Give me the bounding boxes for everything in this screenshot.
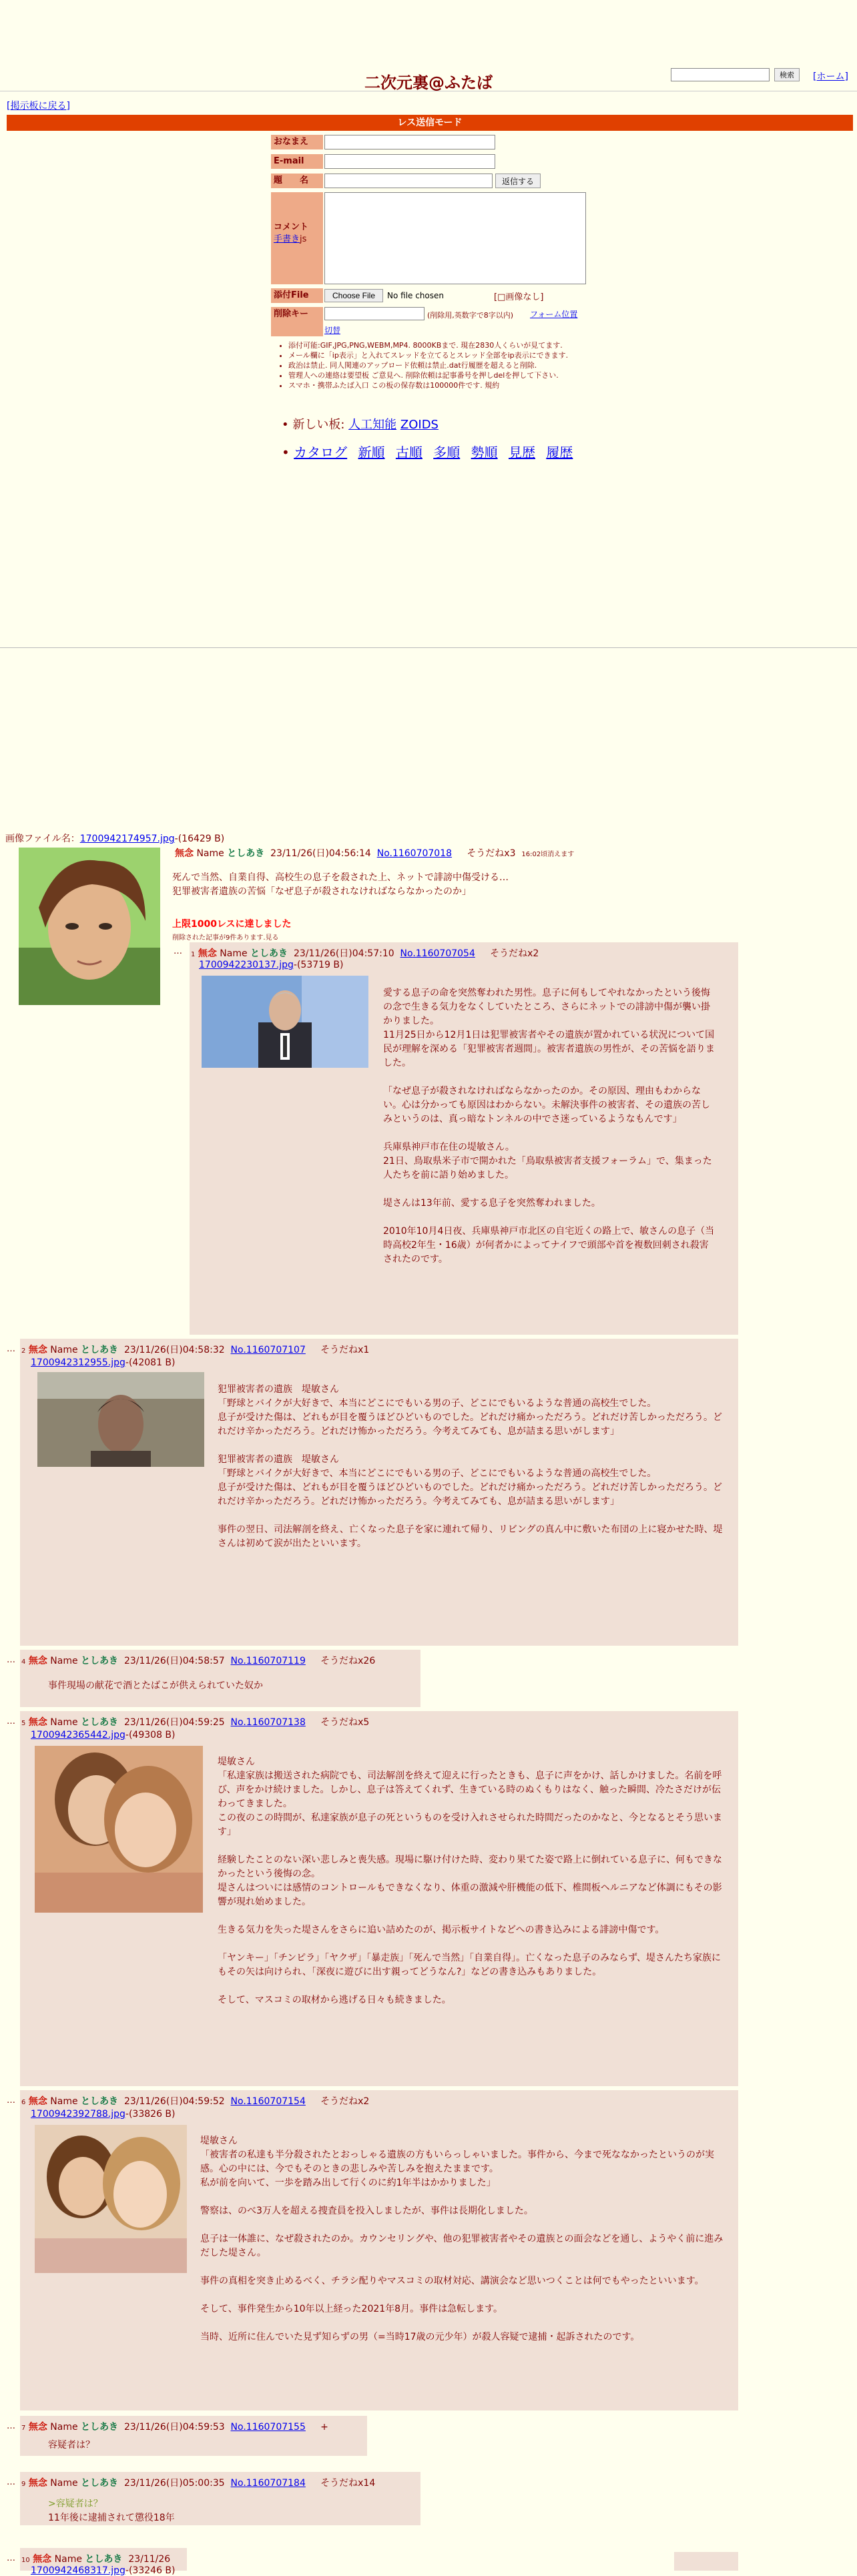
reply-body-line: 11月25日から12月1日は犯罪被害者やその遺族が置かれている状況について国民が理解を深める「犯罪被害者週間」。被害者遺族の男性が、その苦悩を語りました。 [383, 1030, 715, 1068]
name-field[interactable] [324, 135, 495, 149]
reply-index: 2 [21, 1347, 26, 1355]
reply-body [48, 2439, 95, 2453]
reply-file-link[interactable]: 1700942230137.jpg [199, 960, 294, 970]
reply-name-label: Name [220, 948, 248, 959]
reply-subject: 無念 [28, 1656, 47, 1666]
delkey-label: 削除キー [271, 307, 323, 336]
reply-file-link[interactable]: 1700942468317.jpg [31, 2565, 125, 2576]
sort-old-link[interactable]: 古順 [395, 444, 422, 460]
reply-meta [21, 2552, 170, 2565]
section-divider [0, 647, 857, 648]
reply-post [20, 1650, 420, 1707]
reply-file-line [199, 960, 344, 970]
reply-marker: … [7, 1716, 15, 1726]
reply-body-line: 「野球とバイクが大好きで、本当にどこにでもいる男の子、どこにでもいるような普通の高校生でした。 [218, 1398, 657, 1409]
op-file-link[interactable]: 1700942174957.jpg [79, 834, 175, 844]
reply-body-line: 愛する息子の命を突然奪われた男性。息子に何もしてやれなかったという後悔の念で生きる気力をなくしていたところ、さらにネットでの誹謗中傷が襲い掛かりました。 [383, 988, 710, 1026]
reply-body-line: 息子が受けた傷は、どれもが目を覆うほどひどいものでした。どれだけ痛かっただろう。どれだけ苦しかっただろう。どれだけ辛かっただろう。どれだけ怖かっただろう。今考えてみても、息が詰まる思いがします」 [218, 1412, 722, 1437]
reply-body-line: 「被害者の私達も半分殺されたとおっしゃる遺族の方もいらっしゃいました。事件から、今まで死ななかったというのが実感。心の中には、今でもそのときの悲しみや苦しみを抱えたままです。 [200, 2150, 714, 2174]
reply-name-label: Name [50, 2422, 78, 2433]
view-history-link[interactable]: 見歴 [508, 444, 535, 460]
reply-index: 5 [21, 1720, 26, 1727]
reply-post [20, 2090, 738, 2410]
op-body-line: 死んで当然、自業自得、高校生の息子を殺された上、ネットで誹謗中傷受ける… [172, 872, 509, 883]
email-field[interactable] [324, 154, 495, 169]
reply-body-line: 犯罪被害者の遺族 堤敏さん [218, 1384, 339, 1395]
new-boards: • 新しい板: 人工知能 ZOIDS [282, 418, 439, 432]
reply-marker: … [7, 2553, 15, 2563]
reply-subject: 無念 [28, 2478, 47, 2489]
reply-meta [191, 946, 539, 960]
reply-body [218, 1383, 725, 1551]
reply-number-link[interactable]: No.1160707184 [230, 2478, 306, 2489]
reply-subject: 無念 [28, 1345, 47, 1355]
reply-datetime: 23/11/26(日)04:58:57 [123, 1656, 225, 1666]
reply-meta [21, 1654, 375, 1667]
reply-body-line: この夜のこの時間が、私達家族が息子の死というものを受け入れさせられた時間だったのかなと、今となるとそう思います」 [218, 1813, 722, 1837]
reply-name: としあき [81, 2096, 119, 2107]
reply-meta [21, 2476, 375, 2489]
reply-soudane[interactable]: そうだねx1 [320, 1345, 370, 1355]
reply-file-line [31, 2565, 176, 2576]
reply-body-line: 事件の真相を突き止めるべく、チラシ配りやマスコミの取材対応、講演会など思いつくことは何でもやったといいます。 [200, 2276, 704, 2286]
note-item: • スマホ・携帯ふたば入口 この板の保存数は100000件です. 規約 [288, 380, 606, 390]
reply-mode-bar: レス送信モード [7, 115, 853, 131]
reply-soudane[interactable]: そうだねx5 [320, 1717, 370, 1728]
choose-file-button[interactable]: Choose File [324, 289, 383, 302]
reply-name-label: Name [50, 1717, 78, 1728]
catalog-nav: • カタログ 新順 古順 多順 勢順 見歴 履歴 [282, 444, 573, 460]
no-file-text: No file chosen [387, 291, 445, 300]
reply-datetime: 23/11/26(日)04:57:10 [293, 948, 394, 959]
submit-reply-button[interactable]: 返信する [495, 174, 541, 188]
subject-field[interactable] [324, 174, 493, 188]
reply-name-label: Name [50, 1345, 78, 1355]
reply-file-size: -(53719 B) [293, 960, 344, 970]
reply-body-line: 息子は一体誰に、なぜ殺されたのか。カウンセリングや、他の犯罪被害者やその遺族との面会などを通し、ようやく前に進みだした堤さん。 [200, 2234, 724, 2258]
search-button[interactable]: 検索 [774, 68, 800, 81]
reply-body-line: そして、マスコミの取材から逃げる日々も続きました。 [218, 1995, 451, 2005]
reply-number-link[interactable]: No.1160707155 [230, 2422, 306, 2433]
reply-marker: … [7, 1655, 15, 1665]
reply-subject: 無念 [28, 2422, 47, 2433]
reply-name: としあき [81, 1345, 119, 1355]
reply-soudane[interactable]: そうだねx2 [320, 2096, 370, 2107]
reply-body-line: 事件の翌日、司法解剖を終え、亡くなった息子を家に連れて帰り、リビングの真ん中に敷いた布団の上に寝かせた時、堤さんは初めて涙が出たといいます。 [218, 1524, 723, 1549]
handwrite-link[interactable]: 手書き [274, 234, 300, 244]
reply-name: としあき [81, 2422, 119, 2433]
reply-subject: 無念 [28, 2096, 47, 2107]
reply-number-link[interactable]: No.1160707107 [230, 1345, 306, 1355]
op-subject: 無念 [175, 848, 194, 859]
reply-body-line: 堤さんはついには感情のコントロールもできなくなり、体重の激減や肝機能の低下、椎間板ヘルニアなど体調にもその影響が現れ始めました。 [218, 1883, 722, 1907]
reply-post [190, 942, 738, 1335]
reply-index: 7 [21, 2425, 26, 2432]
note-item: • 政治は禁止. 同人関連のアップロード依頼は禁止.dat行履歴を超えると削除. [288, 360, 606, 370]
sort-many-link[interactable]: 多順 [433, 444, 461, 460]
reply-body-line: 堤さんは13年前、愛する息子を突然奪われました。 [383, 1198, 601, 1209]
reply-name-label: Name [54, 2554, 82, 2565]
new-boards-label: 新しい板: [292, 418, 345, 432]
reply-name: としあき [81, 1717, 119, 1728]
op-file-line [5, 832, 224, 845]
reply-name-label: Name [50, 2478, 78, 2489]
reply-meta [21, 2094, 369, 2108]
reply-meta [21, 1715, 369, 1728]
reply-number-link[interactable]: No.1160707054 [400, 948, 475, 959]
no-image-checkbox[interactable]: [□画像なし] [494, 292, 544, 302]
op-name: としあき [227, 848, 265, 859]
delkey-field[interactable] [324, 307, 424, 320]
reply-number-link[interactable]: No.1160707138 [230, 1717, 306, 1728]
reply-thumbnail[interactable] [37, 1372, 204, 1467]
comment-label: コメント [274, 222, 309, 232]
catalog-link[interactable]: カタログ [294, 444, 348, 460]
delkey-note: (削除用,英数字で8字以内) [427, 311, 514, 320]
reply-file-size: -(33246 B) [125, 2565, 176, 2576]
reply-thumbnail[interactable] [35, 1746, 203, 1913]
reply-file-size: -(33826 B) [125, 2109, 176, 2120]
note-item: • 添付可能:GIF,JPG,PNG,WEBM,MP4. 8000KBまで. 現在2830人くらいが見てます. [288, 340, 606, 350]
reply-name-label: Name [50, 1656, 78, 1666]
reply-quote: >容疑者は？ [48, 2499, 103, 2509]
email-label: E-mail [271, 154, 323, 169]
reply-datetime: 23/11/26 [128, 2554, 171, 2565]
deleted-notice: 削除された記事が9件あります.見る [172, 934, 279, 942]
reply-datetime: 23/11/26(日)05:00:35 [123, 2478, 225, 2489]
reply-index: 10 [21, 2557, 30, 2564]
reply-thumbnail[interactable] [35, 2125, 187, 2273]
op-meta [175, 846, 574, 860]
reply-body-line: 「なぜ息子が殺されなければならなかったのか。その原因、理由もわからない。心は分かっても原因はわからない。未解決事件の被害者、その遺族の苦しみというのは、真っ暗なトンネルの中でさ迷っているようなもんです」 [383, 1086, 710, 1124]
home-link[interactable]: [ホーム] [813, 71, 848, 82]
handwrite-suffix: js [300, 234, 307, 244]
reply-post [20, 2548, 187, 2576]
reply-post [20, 2472, 420, 2525]
comment-field[interactable] [324, 192, 586, 284]
reply-subject: 無念 [28, 1717, 47, 1728]
reply-soudane[interactable]: そうだねx2 [490, 948, 539, 959]
op-expire: 16:02頃消えます [521, 851, 575, 858]
name-label: おなまえ [271, 135, 323, 149]
reply-marker: … [7, 2096, 15, 2106]
op-name-label: Name [196, 848, 224, 859]
reply-datetime: 23/11/26(日)04:58:32 [123, 1345, 225, 1355]
reply-index: 9 [21, 2481, 26, 2488]
sort-new-link[interactable]: 新順 [358, 444, 385, 460]
reply-datetime: 23/11/26(日)04:59:53 [123, 2422, 225, 2433]
reply-index: 6 [21, 2099, 26, 2106]
reply-body-line: 事件現場の献花で酒とたばこが供えられていた奴か [48, 1680, 263, 1691]
reply-file-line [31, 1357, 176, 1368]
subject-label: 題 名 [271, 174, 323, 188]
history-link[interactable]: 履歴 [546, 444, 573, 460]
reply-thumbnail[interactable] [202, 976, 368, 1068]
reply-body [48, 2497, 175, 2525]
note-item: • 管理人への連絡は要望板 ご意見へ. 削除依頼は記事番号を押しdelを押して下さい. [288, 370, 606, 380]
reply-index: 4 [21, 1658, 26, 1666]
reply-number-link[interactable]: No.1160707154 [230, 2096, 306, 2107]
reply-name: としあき [85, 2554, 123, 2565]
op-body [172, 871, 773, 899]
op-datetime: 23/11/26(日)04:56:14 [270, 848, 371, 859]
reply-body-line: 21日、鳥取県米子市で開かれた「鳥取県被害者支援フォーラム」で、集まった人たちを前に語り始めました。 [383, 1156, 712, 1181]
reply-body-line: そして、事件発生から10年以上経った2021年8月。事件は急転します。 [200, 2304, 503, 2314]
board-link-zoids[interactable]: ZOIDS [400, 418, 439, 432]
reply-file-line [31, 2109, 176, 2120]
reply-body-line: 犯罪被害者の遺族 堤敏さん [218, 1454, 339, 1465]
reply-marker: … [7, 2477, 15, 2487]
op-file-label: 画像ファイル名： [5, 834, 80, 844]
reply-body-line: 「私達家族は搬送された病院でも、司法解剖を終えて迎えに行ったときも、息子に声をかけ、話しかけました。名前を呼び、声をかけ続けました。しかし、息子は答えてくれず、生きている時のぬくもりはなく、触った瞬間、冷たさだけが伝わってきました。 [218, 1770, 722, 1809]
reply-file-line [31, 1730, 176, 1740]
reply-marker: … [174, 946, 182, 956]
reply-body-line: 警察は、のべ3万人を超える捜査員を投入しましたが、事件は長期化しました。 [200, 2206, 533, 2216]
op-body-line: 犯罪被害者遺族の苦悩「なぜ息子が殺されなければならなかったのか」 [172, 886, 471, 897]
reply-marker: … [7, 2421, 15, 2431]
comment-label-cell [271, 192, 323, 284]
reply-body-line: 堤敏さん [200, 2136, 238, 2146]
reply-post [20, 1339, 738, 1646]
file-label: 添付File [271, 288, 323, 303]
reply-file-size: -(49308 B) [125, 1730, 176, 1740]
reply-body [200, 2134, 728, 2344]
reply-datetime: 23/11/26(日)04:59:52 [123, 2096, 225, 2107]
op-number-link[interactable]: No.1160707018 [376, 848, 453, 859]
reply-body [48, 1679, 263, 1693]
form-position-link[interactable]: フォーム位置 [530, 310, 578, 319]
reply-body [383, 986, 717, 1267]
board-link-ai[interactable]: 人工知能 [348, 418, 397, 432]
back-to-board-link[interactable]: [掲示板に戻る] [7, 101, 70, 111]
reply-meta [21, 1343, 369, 1356]
reply-body-line: 2010年10月4日夜、兵庫県神戸市北区の自宅近くの路上で、敏さんの息子（当時高校2年生・16歳）が何者かによってナイフで頭部や首を複数回刺され殺害されたのです。 [383, 1226, 715, 1265]
reply-subject: 無念 [33, 2554, 52, 2565]
note-item: • メール欄に「ip表示」と入れてスレッドを立てるとスレッド全部をip表示にできます. [288, 350, 606, 360]
reply-soudane[interactable]: そうだねx14 [320, 2478, 376, 2489]
reply-post [20, 1711, 738, 2086]
reply-name: としあき [81, 2478, 119, 2489]
reply-meta [21, 2420, 328, 2433]
reply-body-line: 「野球とバイクが大好きで、本当にどこにでもいる男の子、どこにでもいるような普通の高校生でした。 [218, 1468, 657, 1479]
posting-notes [279, 340, 606, 390]
reply-post [20, 2416, 367, 2456]
reply-body-line: 「ヤンキー」「チンピラ」「ヤクザ」「暴走族」「死んで当然」「自業自得」。亡くなった息子のみならず、堤さんたち家族にもその矢は向けられ、「深夜に遊びに出す親ってどうなん?」などの書き込みもありました。 [218, 1953, 722, 1977]
op-soudane[interactable]: そうだねx3 [467, 848, 516, 859]
reply-body-line: 兵庫県神戸市在住の堤敏さん。 [383, 1142, 515, 1153]
reply-body-line: 経験したことのない深い悲しみと喪失感。現場に駆け付けた時、変わり果てた姿で路上に倒れている息子に、何もできなかったという後悔の念。 [218, 1855, 722, 1879]
reply-number-link[interactable]: No.1160707119 [230, 1656, 306, 1666]
op-file-size: -(16429 B) [174, 834, 225, 844]
reply-body-line: 堤敏さん [218, 1756, 255, 1767]
reply-body-line: 私が前を向いて、一歩を踏み出して行くのに約1年半はかかりました」 [200, 2178, 496, 2188]
reply-soudane[interactable]: + [320, 2422, 328, 2433]
reply-name: としあき [250, 948, 288, 959]
op-thumbnail[interactable] [19, 848, 160, 1005]
sort-momentum-link[interactable]: 勢順 [471, 444, 498, 460]
reply-subject: 無念 [198, 948, 217, 959]
reply-body-line: 息子が受けた傷は、どれもが目を覆うほどひどいものでした。どれだけ痛かっただろう。どれだけ苦しかっただろう。どれだけ辛かっただろう。どれだけ怖かっただろう。今考えてみても、息が詰まる思いがします」 [218, 1482, 722, 1507]
reply-file-link[interactable]: 1700942365442.jpg [31, 1730, 125, 1740]
reply-body-line: 生きる気力を失った堤さんをさらに追い詰めたのが、掲示板サイトなどへの書き込みによる誹謗中傷です。 [218, 1925, 665, 1935]
reply-body-line: 当時、近所に住んでいた見ず知らずの男（=当時17歳の元少年）が殺人容疑で逮捕・起訴されたのです。 [200, 2332, 640, 2342]
reply-file-link[interactable]: 1700942392788.jpg [31, 2109, 125, 2120]
reply-body-line: 11年後に逮捕されて懲役18年 [48, 2513, 175, 2523]
switch-link[interactable]: 切替 [324, 326, 341, 335]
reply-body-line: 容疑者は？ [48, 2440, 95, 2451]
reply-soudane[interactable]: そうだねx26 [320, 1656, 376, 1666]
reply-name: としあき [81, 1656, 119, 1666]
reply-body [218, 1755, 725, 2007]
reply-index: 1 [191, 951, 196, 958]
reply-marker: … [7, 1344, 15, 1354]
thread-limit-notice: 上限1000レスに達しました [172, 919, 292, 930]
reply-name-label: Name [50, 2096, 78, 2107]
reply-post-fragment [674, 2552, 738, 2571]
reply-datetime: 23/11/26(日)04:59:25 [123, 1717, 225, 1728]
reply-file-size: -(42081 B) [125, 1357, 176, 1368]
reply-file-link[interactable]: 1700942312955.jpg [31, 1357, 125, 1368]
site-title: 二次元裏@ふたば [364, 73, 493, 92]
